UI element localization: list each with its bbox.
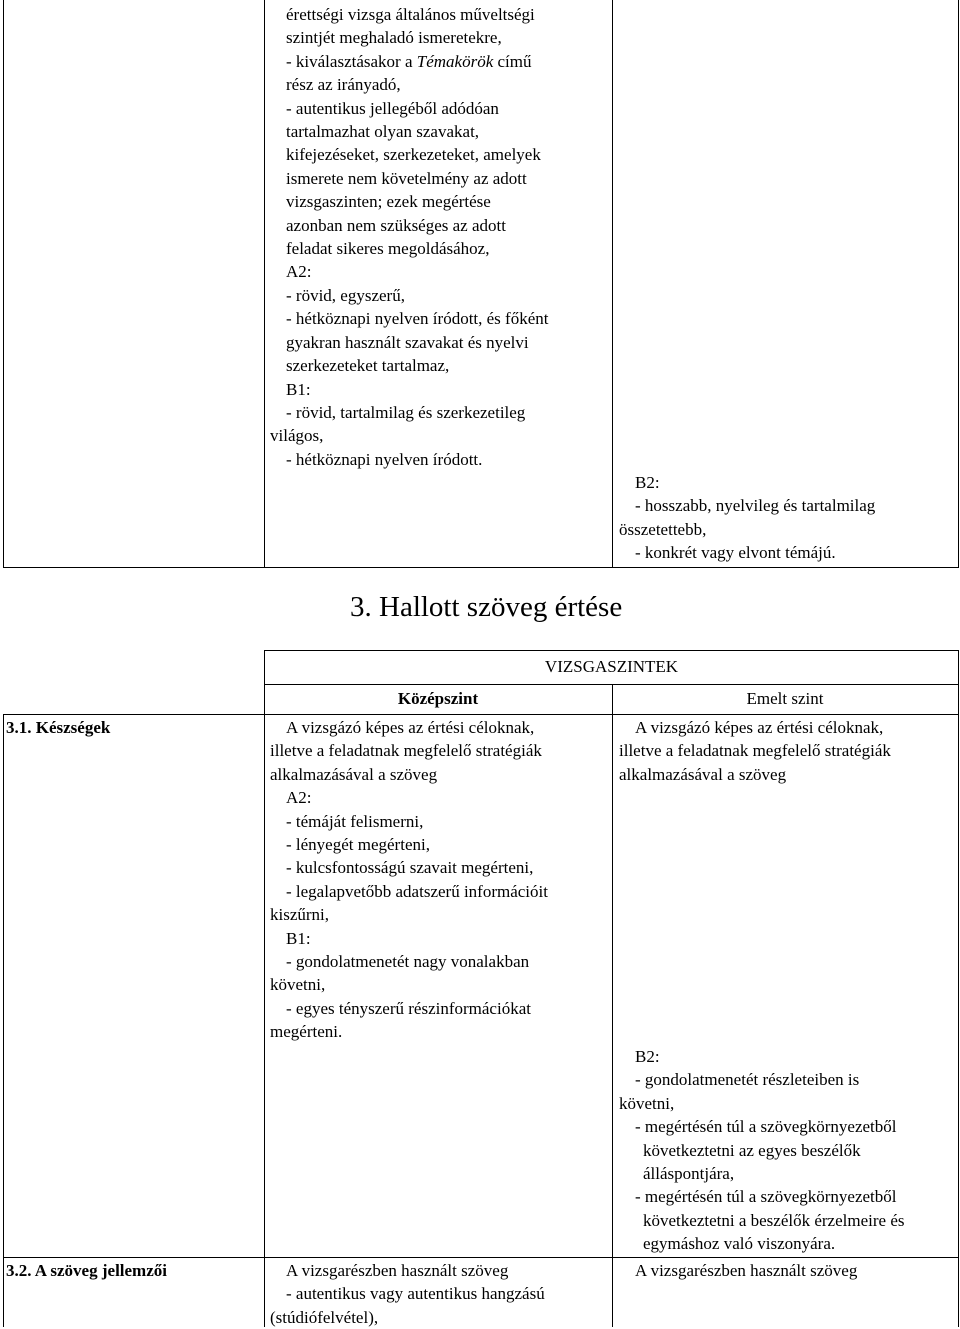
text-line: - gondolatmenetét részleteiben is	[635, 1070, 860, 1090]
text-line: alkalmazásával a szöveg	[619, 764, 787, 784]
section-title: 3. Hallott szöveg értése	[350, 591, 623, 623]
table1-bottom-border	[3, 567, 959, 568]
row-label-szoveg-jellemzoi: 3.2. A szöveg jellemzői	[6, 1261, 167, 1280]
text-line: illetve a feladatnak megfelelő stratégiák	[270, 741, 542, 761]
text-line: követni,	[619, 1093, 675, 1113]
text-line: azonban nem szükséges az adott	[286, 215, 506, 235]
text-line: A vizsgázó képes az értési céloknak,	[286, 718, 535, 737]
row-label-keszsegek: 3.1. Készségek	[6, 718, 111, 737]
text-line: egymáshoz való viszonyára.	[643, 1234, 836, 1254]
text-line: A2:	[286, 262, 312, 282]
text-line: - hétköznapi nyelven íródott.	[286, 449, 483, 469]
text-line: - témáját felismerni,	[286, 811, 424, 831]
text-line: A vizsgarészben használt szöveg	[635, 1261, 858, 1280]
text-line: - hétköznapi nyelven íródott, és főként	[286, 309, 549, 329]
text-line: - lényegét megérteni,	[286, 835, 430, 855]
text-line: - rövid, egyszerű,	[286, 285, 405, 305]
row-keszsegek-mid	[270, 716, 610, 1044]
row-keszsegek-right-bottom	[619, 1045, 957, 1256]
table1-left-border	[3, 0, 4, 568]
text-line: B2:	[635, 473, 660, 492]
text-line: illetve a feladatnak megfelelő stratégiák	[619, 741, 891, 761]
text-line: - legalapvetőbb adatszerű információit	[286, 881, 548, 901]
row-keszsegek-right-top	[619, 716, 957, 786]
table2-header: VIZSGASZINTEK	[544, 657, 679, 676]
text-line: (stúdiófelvétel),	[270, 1307, 379, 1327]
text-line: - megértésén túl a szövegkörnyezetből	[635, 1117, 897, 1137]
table2-row-rule-1	[3, 714, 959, 715]
row-szoveg-jellemzoi-mid	[270, 1259, 610, 1329]
table2-divider-2	[612, 684, 613, 1327]
table1-mid-column	[270, 3, 610, 471]
text-line: B1:	[286, 379, 311, 399]
text-line: következtetni a beszélők érzelmeire és	[643, 1210, 905, 1230]
text-line: - autentikus vagy autentikus hangzású	[286, 1284, 545, 1304]
text-line: - egyes tényszerű részinformációkat	[286, 998, 531, 1018]
text-line: álláspontjára,	[643, 1164, 735, 1184]
text-line: - rövid, tartalmilag és szerkezetileg	[286, 402, 526, 422]
text-line: összetettebb,	[619, 519, 707, 539]
text-line: kiszűrni,	[270, 905, 330, 925]
text-line: A2:	[286, 788, 312, 808]
text-line: - konkrét vagy elvont témájú.	[635, 543, 836, 563]
table2-divider-1	[264, 650, 265, 1327]
text-line: rész az irányadó,	[286, 75, 401, 95]
text-line: következtetni az egyes beszélők	[643, 1140, 861, 1160]
text-line: A vizsgázó képes az értési céloknak,	[635, 718, 884, 737]
table2-left-border	[3, 714, 4, 1327]
text-line: tartalmazhat olyan szavakat,	[286, 122, 480, 142]
text-line: B1:	[286, 928, 311, 948]
col-header-emelt-szint: Emelt szint	[746, 689, 824, 708]
text-line: - megértésén túl a szövegkörnyezetből	[635, 1187, 897, 1207]
text-line: - kulcsfontosságú szavait megérteni,	[286, 858, 534, 878]
text-line: szerkezeteket tartalmaz,	[286, 356, 450, 376]
table2-row-rule-2	[3, 1257, 959, 1258]
text-line: B2:	[635, 1047, 660, 1066]
text-line: - hosszabb, nyelvileg és tartalmilag	[635, 496, 876, 516]
text-line: gyakran használt szavakat és nyelvi	[286, 332, 529, 352]
text-line: követni,	[270, 975, 326, 995]
text-line: A vizsgarészben használt szöveg	[286, 1261, 509, 1280]
table1-divider-1	[264, 0, 265, 568]
text-line: - autentikus jellegéből adódóan	[286, 98, 499, 118]
text-line: alkalmazásával a szöveg	[270, 764, 438, 784]
text-line: vizsgaszinten; ezek megértése	[286, 192, 491, 212]
text-line: feladat sikeres megoldásához,	[286, 239, 490, 259]
text-line: megérteni.	[270, 1022, 343, 1042]
col-header-kozepszint: Középszint	[397, 689, 479, 708]
table1-right-border	[958, 0, 959, 568]
row-szoveg-jellemzoi-right	[619, 1259, 957, 1282]
text-line: - kiválasztásakor a Témakörök című	[286, 51, 532, 71]
table2-top-border	[264, 650, 959, 651]
text-line: világos,	[270, 426, 324, 446]
table2-right-border	[958, 650, 959, 1327]
text-line: érettségi vizsga általános műveltségi	[286, 5, 535, 24]
table1-right-column	[619, 471, 957, 565]
text-line: szintjét meghaladó ismeretekre,	[286, 28, 502, 48]
text-line: kifejezéseket, szerkezeteket, amelyek	[286, 145, 541, 165]
text-line: - gondolatmenetét nagy vonalakban	[286, 952, 530, 972]
table1-divider-2	[612, 0, 613, 568]
text-line: ismerete nem követelmény az adott	[286, 168, 527, 188]
